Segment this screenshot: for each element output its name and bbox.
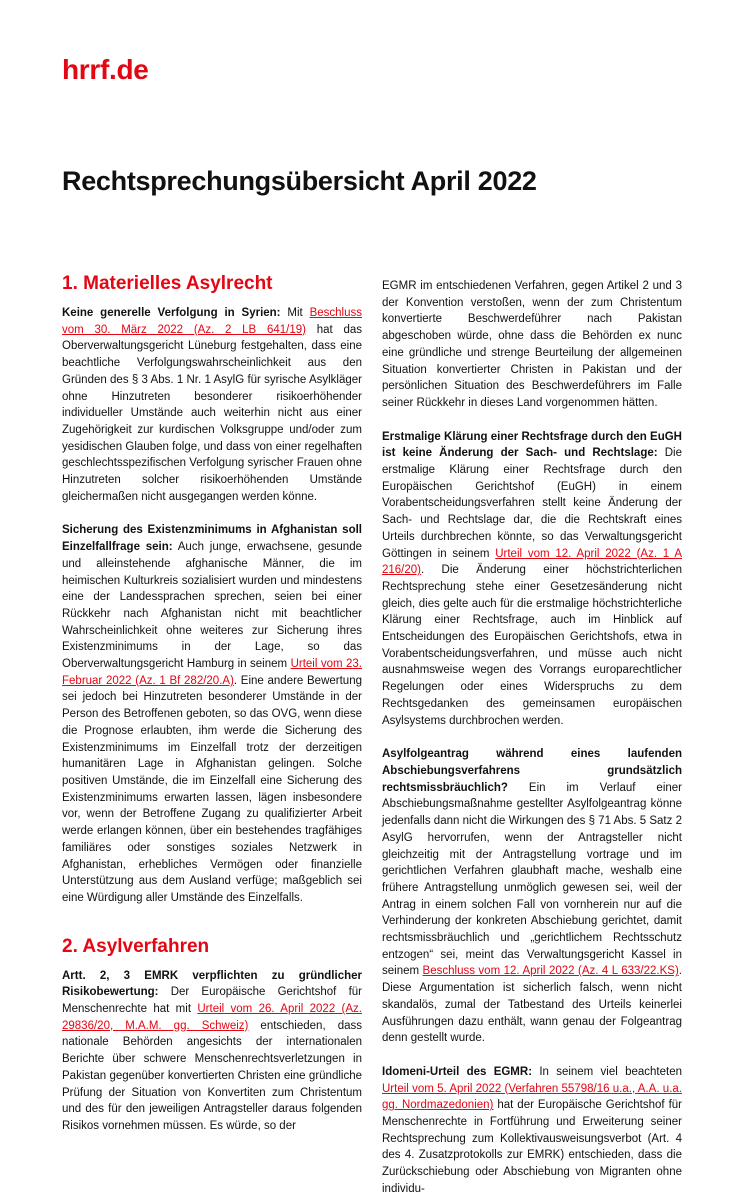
paragraph-text: . Diese Argumentation ist sicherlich falsch, wenn nicht skandalös, zumal der Tatbestand des Urteils keinerlei Ausführungen dazu enthält, wann genau der Folgeantrag denn gestellt wurde. <box>382 965 682 1045</box>
brand-logo: hrrf.de <box>62 54 149 85</box>
paragraph-text: Ein im Verlauf einer Abschiebungsmaßnahme gestellter Asylfolgeantrag könne jedenfalls dann nicht die Wirkungen des § 71 Abs. 5 Satz 2 AsylG hervorrufen, wenn der Antragsteller nicht gleichzeitig mit der Antragstellung vortrage und im gerichtlichen Verfahren glaubhaft mache, weshalb eine frühere Antragstellung unmöglich gewesen sei, weil der Antrag in einem solchen Fall von vornherein nur auf die Verhinderung der konkreten Abschiebung gerichtet, damit rechtsmissbräuchlich und „gerichtlichem Rechtsschutz entzogen“ sei, meint das Verwaltungsgericht Kassel in seinem <box>382 781 682 978</box>
paragraph-text: In seinem viel beachteten <box>532 1065 682 1078</box>
case-link[interactable]: Urteil vom 26. April 2022 (Az. 29836/20, M.A.M. gg. Schweiz) <box>62 1003 363 1032</box>
case-link[interactable]: Beschluss vom 12. April 2022 (Az. 4 L 633/22.KS) <box>422 965 679 978</box>
paragraph-lead: Artt. 2, 3 EMRK verpflichten zu gründlicher Risikobewertung: <box>62 969 362 999</box>
paragraph <box>62 968 362 1135</box>
paragraph-lead: Asylfolgeantrag während eines laufenden Abschiebungsverfahrens grundsätzlich rechtsmissbräuchlich? <box>382 748 682 794</box>
left-column <box>62 272 362 1135</box>
paragraph-continued <box>382 278 682 412</box>
paragraph <box>62 522 362 906</box>
paragraph-text: . Eine andere Bewertung sei jedoch bei Hinzutreten besonderer Umstände in der Person des Betroffenen geboten, so das OVG, wenn diese die Prognose erlaubten, ihm werde die Sicherung des Existenzminimums im Einzelfall trotz der derzeitigen humanitären Lage in Afghanistan gelingen. Solche positiven Umstände, die im Einzelfall eine Sicherung des Existenzminimums erwarten lassen, lägen insbesondere vor, wenn der Betroffene Zugang zu qualifizierter Arbeit werde erlangen können, über ein bestehendes tragfähiges familiäres oder sonstiges soziales Netzwerk in Afghanistan, erhebliches Vermögen oder finanzielle Unterstützung aus dem Ausland verfüge; maßgeblich sei eine Würdigung aller Umstände des Einzelfalls. <box>62 674 362 904</box>
section-heading: 2. Asylverfahren <box>62 935 210 957</box>
paragraph-lead: Erstmalige Klärung einer Rechtsfrage durch den EuGH ist keine Änderung der Sach- und Rechtslage: <box>382 430 682 460</box>
paragraph-text: entschieden, dass nationale Behörden angesichts der internationalen Berichte über schwere Menschenrechtsverletzungen in Pakistan gegenüber konvertierten Christen eine gründliche Prüfung der Situation von Konvertiten zum Christentum und des für den jeweiligen Antragsteller daraus folgenden Risikos vornehmen müssen. Es würde, so der <box>62 1019 362 1132</box>
case-link[interactable]: Urteil vom 5. April 2022 (Verfahren 55798/16 u.a., A.A. u.a. gg. Nordmazedonien) <box>382 1082 682 1112</box>
case-link[interactable]: Urteil vom 23. Februar 2022 (Az. 1 Bf 282/20.A) <box>62 658 363 687</box>
paragraph-lead: Sicherung des Existenzminimums in Afghanistan soll Einzelfallfrage sein: <box>62 524 362 554</box>
page-title: Rechtsprechungsübersicht April 2022 <box>62 166 537 196</box>
section-heading: 1. Materielles Asylrecht <box>62 273 273 294</box>
paragraph-text: hat das Oberverwaltungsgericht Lüneburg festgehalten, dass eine beachtliche Verfolgungswahrscheinlichkeit aus den Gründen des § 3 Abs. 1 Nr. 1 AsylG für syrische Asylkläger ohne Hinzutreten besonderer risikoerhöhender individueller Umstände auch weiterhin nicht aus einer Zugehörigkeit zur kurdischen Volksgruppe und/oder zum yesidischen Glauben folge, und dass von einer regelhaften geschlechtsspezifischen Verfolgung syrischer Frauen ohne Hinzutreten solcher risikoerhöhenden Umstände gleichermaßen nicht ausgegangen werden könne. <box>62 323 362 503</box>
paragraph <box>62 305 362 505</box>
paragraph-text: Die erstmalige Klärung einer Rechtsfrage durch den Europäischen Gerichtshof (EuGH) in einem Vorabentscheidungsverfahren stellt keine Änderung der Sach- und Rechtslage dar, die die Rechtskraft eines Urteils durchbrechen könnte, so das Verwaltungsgericht Göttingen in seinem <box>382 447 682 560</box>
paragraph <box>382 1064 682 1198</box>
case-link[interactable]: Beschluss vom 30. März 2022 (Az. 2 LB 641/19) <box>62 307 362 336</box>
right-column <box>382 278 682 1198</box>
paragraph-text: EGMR im entschiedenen Verfahren, gegen Artikel 2 und 3 der Konvention verstoßen, wenn der zum Christentum konvertierte Beschwerdeführer nach Pakistan abgeschoben würde, ohne dass die Behörden ex nunc eine gründliche und strenge Beurteilung der allgemeinen Situation konvertierter Christen in Pakistan und der persönlichen Situation des Beschwerdeführers im Falle seiner Rückkehr in dieses Land vorgenommen hätten. <box>382 280 682 409</box>
paragraph-text: . Die Änderung einer höchstrichterlichen Rechtsprechung stehe einer Gesetzesänderung nicht gleich, dies gelte auch für die erstmalige höchstrichterliche Klärung einer Rechtsfrage, auch im Hinblick auf Entscheidungen des Europäischen Gerichtshofs, etwa in Vorabentscheidungsverfahren, und müsse auch nicht ausnahmsweise wegen des Vorrangs europarechtlicher Regelungen oder eines Widerspruchs zu dem Rechtsgedanken des gemeinsamen europäischen Asylsystems durchbrochen werden. <box>382 564 682 727</box>
paragraph-text: Mit <box>280 307 310 319</box>
paragraph-lead: Idomeni-Urteil des EGMR: <box>382 1065 533 1078</box>
paragraph-text: hat der Europäische Gerichtshof für Menschenrechte in Fortführung und Erweiterung seiner Rechtsprechung zum Kollektivausweisungsverbot (Art. 4 des 4. Zusatzprotokolls zur EMRK) entschieden, dass die Zurückschiebung oder Abschiebung von Migranten ohne individu- <box>382 1099 682 1195</box>
paragraph <box>382 429 682 730</box>
paragraph <box>382 746 682 1047</box>
paragraph-text: Auch junge, erwachsene, gesunde und alleinstehende afghanische Männer, die im heimischen Kulturkreis sozialisiert wurden und mindestens eine der Landessprachen sprechen, seien bei einer Rückkehr nach Afghanistan nicht mit beachtlicher Wahrscheinlichkeit ohne weiteres zur Sicherung ihres Existenzminimums in der Lage, so das Oberverwaltungsgericht Hamburg in seinem <box>62 541 362 671</box>
case-link[interactable]: Urteil vom 12. April 2022 (Az. 1 A 216/20) <box>382 547 682 577</box>
paragraph-lead: Keine generelle Verfolgung in Syrien: <box>62 307 281 319</box>
paragraph-text: Der Europäische Gerichtshof für Menschenrechte hat mit <box>62 986 362 1016</box>
